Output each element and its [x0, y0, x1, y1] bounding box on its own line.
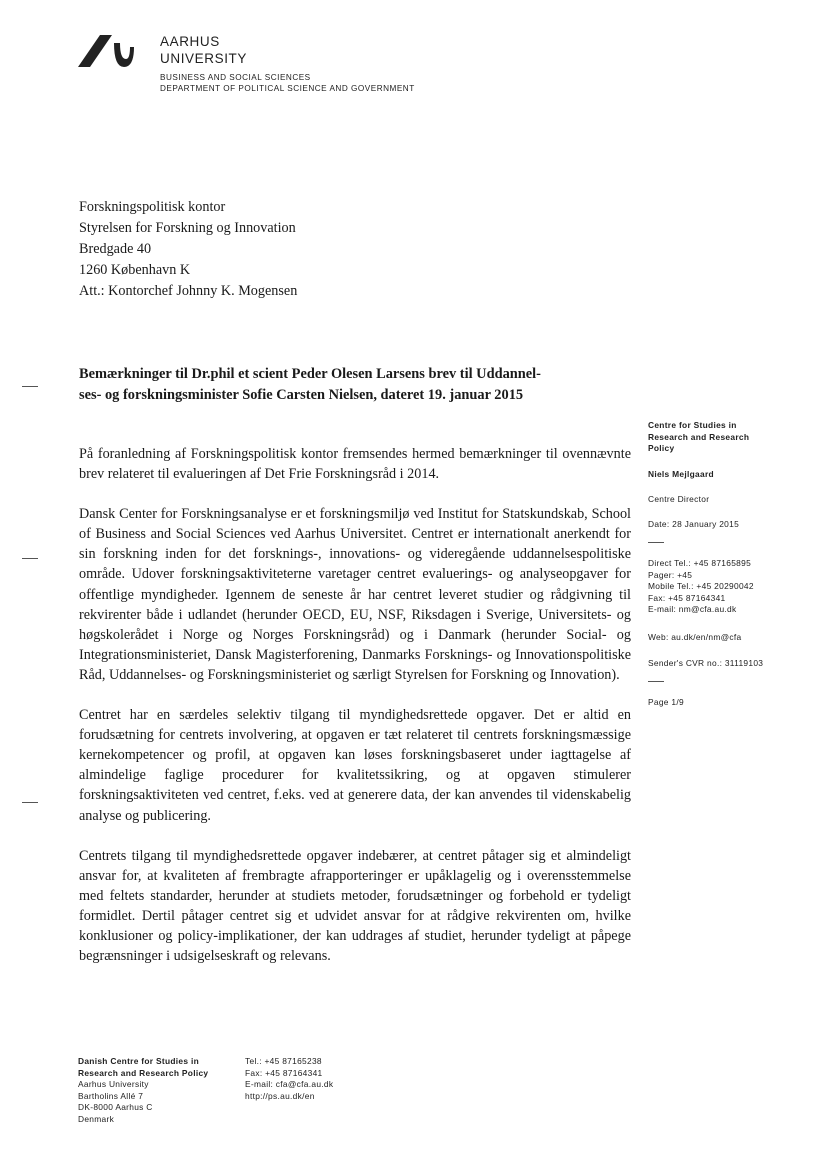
footer-contact-line: Tel.: +45 87165238 — [245, 1056, 322, 1066]
footer-org-line: Danish Centre for Studies in — [78, 1056, 200, 1066]
address-line: Forskningspolitisk kontor — [79, 199, 226, 215]
footer-address-line: Aarhus University — [78, 1079, 149, 1089]
recipient-address — [79, 197, 297, 302]
fold-mark — [22, 802, 38, 803]
footer-organisation — [78, 1056, 208, 1125]
footer-address-line: Denmark — [78, 1113, 115, 1124]
subject-line1: Bemærkninger til Dr.phil et scient Peder Olesen Larsens brev til Uddannel- — [79, 366, 541, 382]
side-divider — [648, 681, 664, 682]
letter-date: Date: 28 January 2015 — [648, 519, 740, 529]
sender-contact — [648, 558, 754, 616]
fold-mark — [22, 558, 38, 559]
footer-address-line: Bartholins Allé 7 — [78, 1090, 144, 1101]
sender-centre — [648, 420, 749, 455]
subject-line2: ses- og forskningsminister Sofie Carsten Nielsen, dateret 19. januar 2015 — [79, 387, 524, 403]
sender-role: Centre Director — [648, 494, 710, 504]
university-name-line2: UNIVERSITY — [160, 51, 248, 66]
university-name-line1: AARHUS — [160, 34, 220, 49]
contact-line: Fax: +45 87164341 — [648, 592, 726, 603]
sender-web: Web: au.dk/en/nm@cfa — [648, 632, 742, 642]
footer-address-line: DK-8000 Aarhus C — [78, 1102, 153, 1112]
contact-line: Pager: +45 — [648, 569, 693, 580]
fold-mark — [22, 386, 38, 387]
aarhus-university-logo-icon — [78, 33, 134, 69]
faculty-name: BUSINESS AND SOCIAL SCIENCES — [160, 73, 311, 82]
contact-line: E-mail: nm@cfa.au.dk — [648, 604, 737, 614]
footer-contact-line: Fax: +45 87164341 — [245, 1067, 323, 1078]
footer-contact-line: E-mail: cfa@cfa.au.dk — [245, 1079, 334, 1089]
page-number: Page 1/9 — [648, 697, 684, 707]
body-paragraph: Centrets tilgang til myndighedsrettede opgaver indebærer, at centret påtager sig et almindeligt ansvar for, at kvaliteten af frembragte afrapporteringer er upåklagelig og i overensstemmelse med feltets standarder, herunder at studiets metoder, forudsætninger og forbehold er tydeligt formidlet. Dertil påtager centret sig et udvidet ansvar for at rådgive rekvirenten om, hvilke konklusioner og policy-implikationer, der kan uddrages af studiet, herunder tydeligt at påpege begrænsninger i udsigelseskraft og relevans. — [79, 847, 631, 965]
letter-subject — [79, 364, 639, 406]
contact-line: Direct Tel.: +45 87165895 — [648, 558, 752, 568]
address-line: Att.: Kontorchef Johnny K. Mogensen — [79, 283, 298, 299]
body-paragraph: Dansk Center for Forskningsanalyse er et forskningsmiljø ved Institut for Statskundskab, School of Business and Social Sciences ved Aarhus Universitet. Centret er internationalt anerkendt for sin forskning inden for det forsknings-, innovations- og videregående uddannelsespolitiske område. Udover forskningsaktiviteterne varetager centret evaluerings- og analyseopgaver for offentlige myndigheder. Igennem de seneste år har centret leveret studier og rådgivning til rekvirenter både i udlandet (herunder OECD, EU, NSF, Riksdagen i Sverige, Universitets- og høgskolerådet i Norge og Norges Forskningsråd) og i Danmark (herunder Social- og Integrationsministeriet, Dansk Magisterforening, Danmarks Forsknings- og Innovationspolitiske Råd, Uddannelses- og Forskningsministeriet og særligt Styrelsen for Forskning og Innovation). — [79, 506, 631, 683]
centre-line: Policy — [648, 443, 675, 453]
contact-line: Mobile Tel.: +45 20290042 — [648, 581, 754, 591]
footer-contact-line: http://ps.au.dk/en — [245, 1090, 315, 1101]
letter-body — [79, 444, 631, 966]
sender-name: Niels Mejlgaard — [648, 469, 714, 479]
footer-contact — [245, 1056, 333, 1102]
centre-line: Research and Research — [648, 431, 750, 442]
side-divider — [648, 542, 664, 543]
centre-line: Centre for Studies in — [648, 420, 737, 430]
address-line: Bredgade 40 — [79, 241, 152, 257]
department-name: DEPARTMENT OF POLITICAL SCIENCE AND GOVERNMENT — [160, 84, 415, 93]
address-line: Styrelsen for Forskning og Innovation — [79, 220, 296, 236]
body-paragraph: På foranledning af Forskningspolitisk kontor fremsendes hermed bemærkninger til ovennævnte brev relateret til evalueringen af Det Frie Forskningsråd i 2014. — [79, 446, 631, 483]
body-paragraph: Centret har en særdeles selektiv tilgang til myndighedsrettede opgaver. Det er altid en forudsætning for centrets involvering, at opgaven er tæt relateret til centrets forskningsmæssige kernekompetencer og profil, at opgaven kan løses forskningsbaseret under iagttagelse af almindelige faglige procedurer for kvalitetssikring, og at opgaven stimulerer forskningsaktiviteten ved centret, f.eks. ved at generere data, der kan anvendes til videnskabelig analyse og publicering. — [79, 707, 631, 824]
address-line: 1260 København K — [79, 262, 191, 278]
sender-cvr: Sender's CVR no.: 31119103 — [648, 658, 764, 668]
footer-org-line: Research and Research Policy — [78, 1067, 209, 1078]
